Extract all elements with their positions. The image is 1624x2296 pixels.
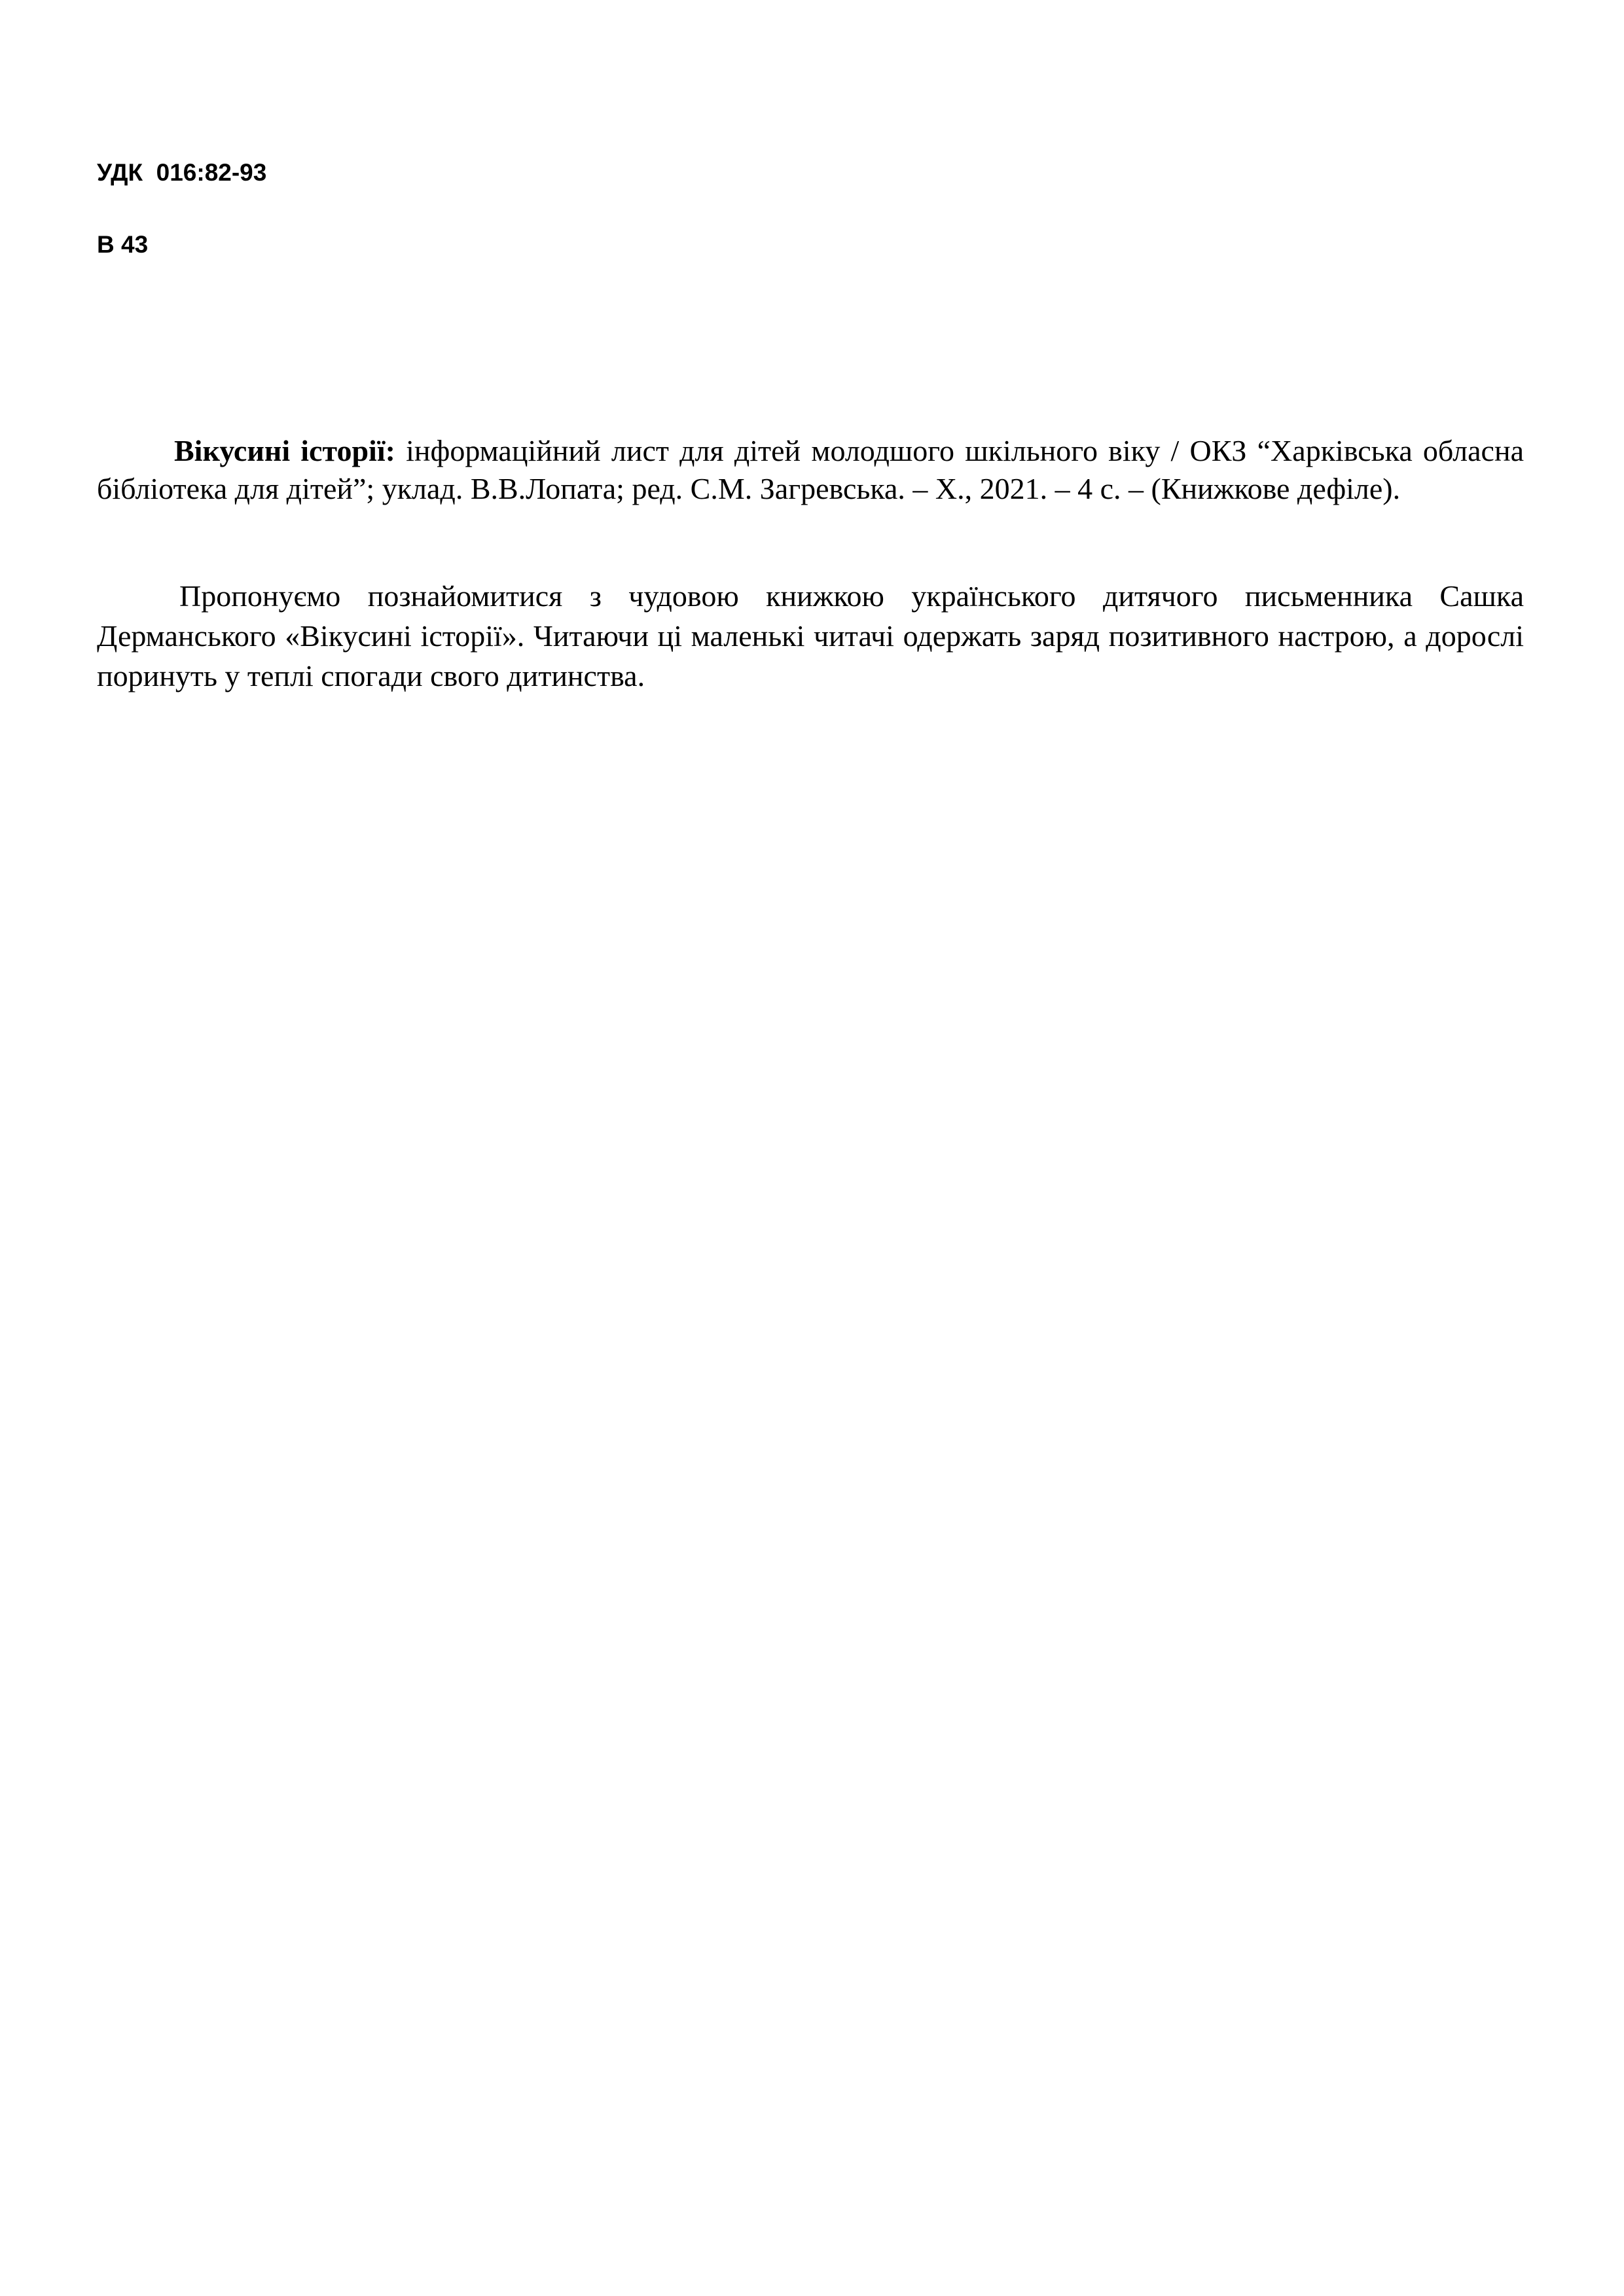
intro-paragraph: Пропонуємо познайомитися з чудовою книжкою українського дитячого письменника Сашка Дерманського «Вікусині історії». Читаючи ці маленькі читачі одержать заряд позитивного настрою, а дорослі поринуть у теплі спогади свого дитинства. bbox=[97, 579, 1524, 692]
udk-code: УДК 016:82-93 bbox=[97, 159, 267, 186]
bibliographic-description bbox=[97, 432, 1524, 508]
book-title: Вікусині історії: bbox=[174, 434, 395, 467]
bbk-code: В 43 bbox=[97, 231, 149, 258]
description-body: інформаційний лист для дітей молодшого шкільного віку / ОКЗ “Харківська обласна бібліотека для дітей”; уклад. В.В.Лопата; ред. С.М. Загревська. – Х., 2021. – 4 с. – (Книжкове дефіле). bbox=[97, 434, 1524, 505]
